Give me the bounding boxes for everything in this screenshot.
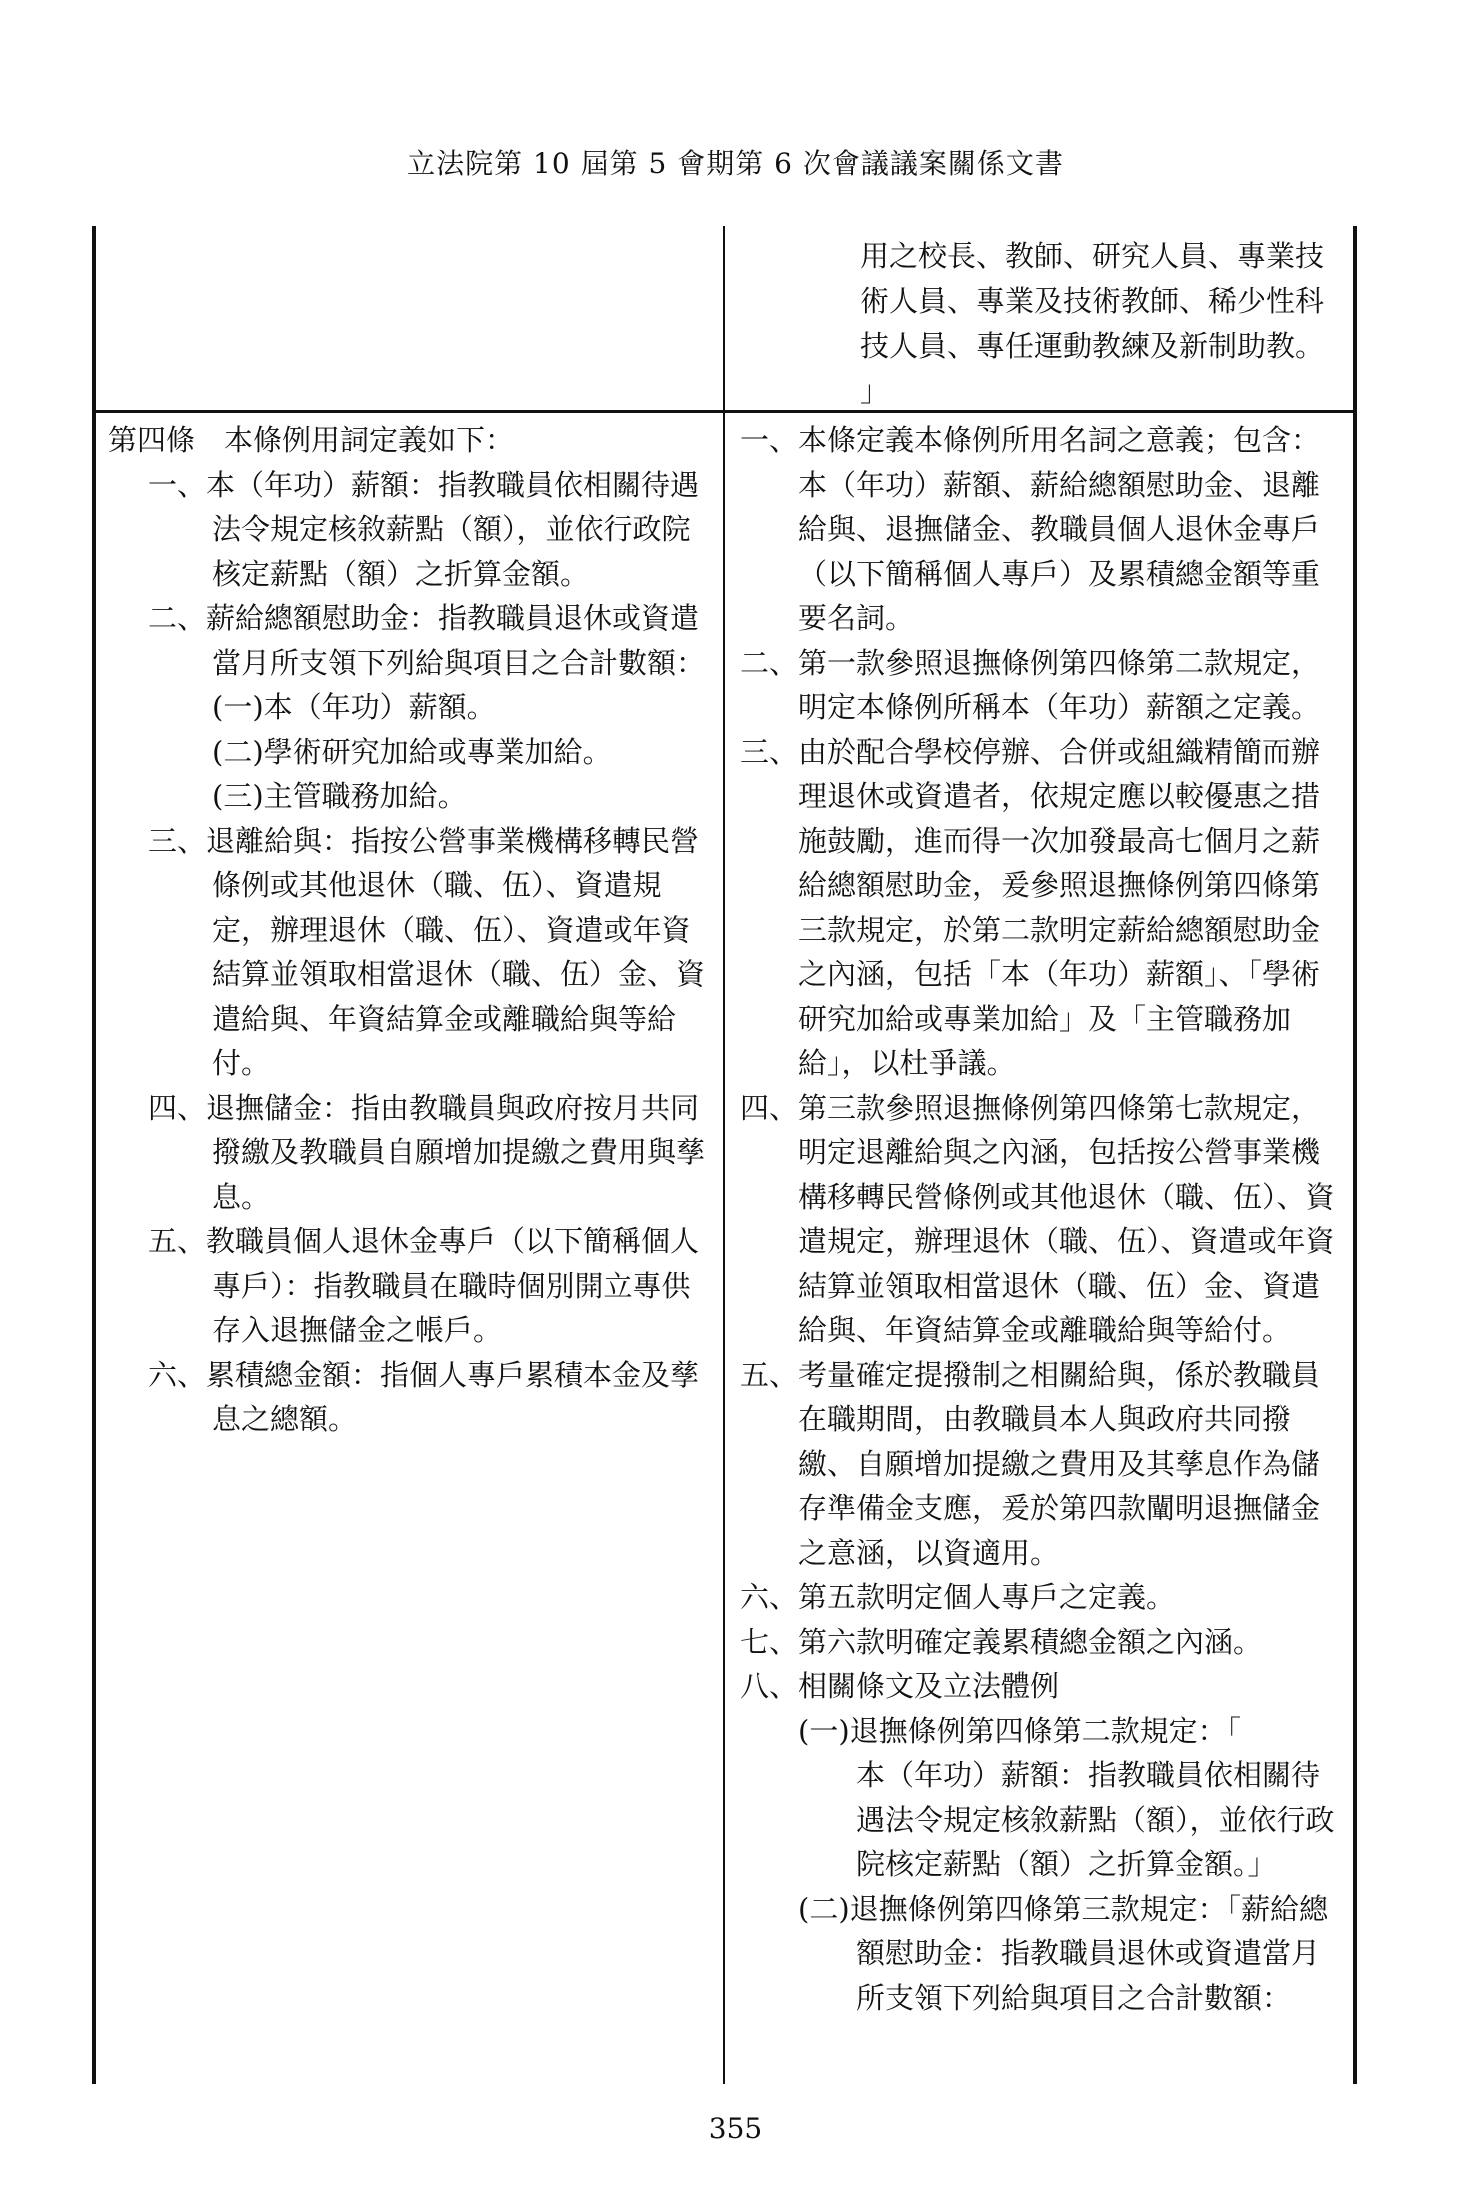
explanation-item: 八、相關條文及立法體例 xyxy=(740,1669,1060,1703)
explanation-item: 二、第一款參照退撫條例第四條第二款規定，明定本條例所稱本（年功）薪額之定義。 xyxy=(740,645,1321,724)
article-item: 四、退撫儲金：指由教職員與政府按月共同撥繳及教職員自願增加提繳之費用與孳息。 xyxy=(148,1090,706,1214)
continuation-line: 用之校長、教師、研究人員、專業技 xyxy=(860,239,1325,273)
quoted-provision: 本（年功）薪額：指教職員依相關待遇法令規定核敘薪點（額），並依行政院核定薪點（額）之折算金額。」 xyxy=(856,1758,1335,1881)
previous-row-continuation xyxy=(860,234,1340,414)
article-item: 六、累積總金額：指個人專戶累積本金及孳息之總額。 xyxy=(148,1357,700,1436)
article-sub-item: (三)主管職務加給。 xyxy=(212,779,467,813)
article-sub-item: (二)學術研究加給或專業加給。 xyxy=(212,734,612,769)
continuation-line: 」 xyxy=(860,374,890,408)
continuation-line: 技人員、專任運動教練及新制助教。 xyxy=(860,329,1325,363)
continuation-line: 術人員、專業及技術教師、稀少性科 xyxy=(860,284,1325,318)
explanation-item: 一、本條定義本條例所用名詞之意義；包含：本（年功）薪額、薪給總額慰助金、退離給與、退撫儲金、教職員個人退休金專戶（以下簡稱個人專戶）及累積總金額等重要名詞。 xyxy=(740,423,1321,635)
explanation-item: 六、第五款明定個人專戶之定義。 xyxy=(740,1580,1176,1614)
explanation-item: 七、第六款明確定義累積總金額之內涵。 xyxy=(740,1624,1263,1659)
article-item: 五、教職員個人退休金專戶（以下簡稱個人專戶）：指教職員在職時個別開立專供存入退撫儲金之帳戶。 xyxy=(148,1224,700,1347)
table-right-border xyxy=(1353,226,1357,2084)
article-item: 三、退離給與：指按公營事業機構移轉民營條例或其他退休（職、伍）、資遣規定，辦理退休（職、伍）、資遣或年資結算並領取相當退休（職、伍）金、資遣給與、年資結算金或離職給與等給付。 xyxy=(148,823,706,1080)
article-item: 一、本（年功）薪額：指教職員依相關待遇法令規定核敘薪點（額），並依行政院核定薪點（額）之折算金額。 xyxy=(148,467,700,591)
table-column-divider xyxy=(723,226,725,2084)
article-title: 第四條 本條例用詞定義如下： xyxy=(108,423,515,457)
explanation-item: 四、第三款參照退撫條例第四條第七款規定，明定退離給與之內涵，包括按公營事業機構移轉民營條例或其他退休（職、伍）、資遣規定，辦理退休（職、伍）、資遣或年資結算並領取相當退休（職、伍）金、資遣給與、年資結算金或離職給與等給付。 xyxy=(740,1090,1335,1347)
article-item: 二、薪給總額慰助金：指教職員退休或資遣當月所支領下列給與項目之合計數額： xyxy=(148,601,706,680)
page-number: 355 xyxy=(708,2112,763,2145)
table-left-border xyxy=(92,226,96,2084)
article-text-column xyxy=(108,418,718,1442)
article-sub-item: (一)本（年功）薪額。 xyxy=(212,690,496,724)
explanation-sub-item: (二)退撫條例第四條第三款規定：「薪給總額慰助金：指教職員退休或資遣當月所支領下列給與項目之合計數額： xyxy=(798,1891,1329,2015)
explanation-item: 五、考量確定提撥制之相關給與，係於教職員在職期間，由教職員本人與政府共同撥繳、自願增加提繳之費用及其孳息作為儲存準備金支應，爰於第四款闡明退撫儲金之意涵，以資適用。 xyxy=(740,1357,1321,1570)
explanation-sub-item: (一)退撫條例第四條第二款規定：「 xyxy=(798,1713,1242,1748)
page-header: 立法院第 10 屆第 5 會期第 6 次會議議案關係文書 xyxy=(407,147,1064,180)
explanation-column xyxy=(740,418,1340,2020)
explanation-item: 三、由於配合學校停辦、合併或組織精簡而辦理退休或資遣者，依規定應以較優惠之措施鼓勵，進而得一次加發最高七個月之薪給總額慰助金，爰參照退撫條例第四條第三款規定，於第二款明定薪給總額慰助金之內涵，包括「本（年功）薪額」、「學術研究加給或專業加給」及「主管職務加給」，以杜爭議。 xyxy=(740,734,1321,1080)
